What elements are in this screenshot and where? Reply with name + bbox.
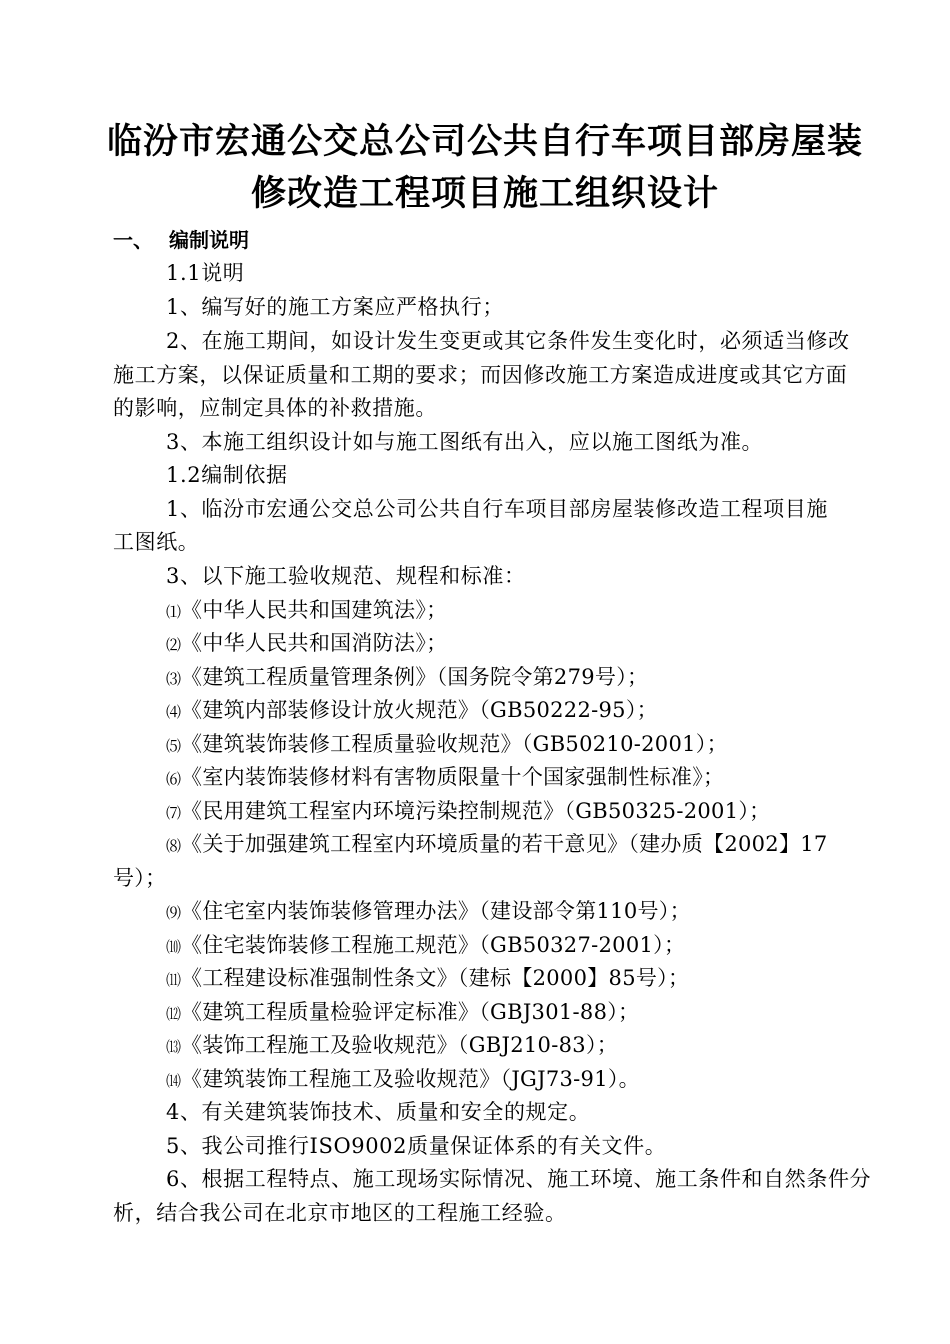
document-title-line-1: 临汾市宏通公交总公司公共自行车项目部房屋装 [106,122,863,162]
standard-item [166,630,916,658]
standard-item [166,664,916,692]
document-title-line-2: 修改造工程项目施工组织设计 [250,174,719,214]
standard-text: 《室内装饰装修材料有害物质限量十个国家强制性标准》； [181,765,725,789]
paragraph-1-1-item-2-line-1: 2、在施工期间，如设计发生变更或其它条件发生变化时，必须适当修改 [166,329,850,353]
subsection-heading-1-1: 1.1说明 [166,261,245,285]
standard-number: ⑴ [166,603,182,621]
standard-item [166,731,916,759]
paragraph-1-2-item-1-line-2: 工图纸。 [113,530,200,554]
standard-text: 《建筑工程质量检验评定标准》（GBJ301-88）； [181,1000,640,1024]
standard-item [166,597,916,625]
standard-item [166,831,916,859]
standard-item [166,898,916,926]
paragraph-1-1-item-2-line-2: 施工方案，以保证质量和工期的要求；而因修改施工方案造成进度或其它方面 [113,363,848,387]
standard-item [166,1066,916,1094]
subsection-heading-1-2: 1.2编制依据 [166,463,288,487]
standard-item [166,764,916,792]
standard-number: ⒁ [166,1072,182,1090]
standard-number: ⑽ [166,938,182,956]
standard-item [166,965,916,993]
standard-number: ⑷ [166,703,182,721]
standard-item [166,1032,916,1060]
standard-text: 《中华人民共和国消防法》； [181,631,448,655]
standard-number: ⑹ [166,770,182,788]
standard-text: 《民用建筑工程室内环境污染控制规范》（GB50325-2001）； [181,799,771,823]
standard-number: ⑾ [166,971,182,989]
standard-item [166,999,916,1027]
standard-text: 《关于加强建筑工程室内环境质量的若干意见》（建办质【2002】17 [181,832,828,856]
standard-text: 《住宅装饰装修工程施工规范》（GB50327-2001）； [181,933,686,957]
paragraph-1-2-item-6-line-1: 6、根据工程特点、施工现场实际情况、施工环境、施工条件和自然条件分 [166,1167,872,1191]
paragraph-1-1-item-1: 1、编写好的施工方案应严格执行； [166,295,504,319]
standard-number: ⑻ [166,837,182,855]
standard-item [166,798,916,826]
paragraph-1-2-item-1-line-1: 1、临汾市宏通公交总公司公共自行车项目部房屋装修改造工程项目施 [166,497,828,521]
standard-text: 《装饰工程施工及验收规范》（GBJ210-83）； [181,1033,619,1057]
paragraph-1-2-item-5: 5、我公司推行ISO9002质量保证体系的有关文件。 [166,1134,667,1158]
section-title: 编制说明 [169,228,249,252]
standard-number: ⑺ [166,804,182,822]
standard-text: 《建筑内部装修设计放火规范》（GB50222-95）； [181,698,658,722]
standard-number: ⑿ [166,1005,182,1023]
standard-item [166,697,916,725]
section-number: 一、 [113,228,153,252]
standard-text: 《建筑装饰工程施工及验收规范》（JGJ73-91）。 [181,1067,640,1091]
standard-text: 《建筑装饰装修工程质量验收规范》（GB50210-2001）； [181,732,728,756]
standard-number: ⑸ [166,737,182,755]
paragraph-1-2-item-3: 3、以下施工验收规范、规程和标准： [166,564,526,588]
standard-number: ⑵ [166,636,182,654]
standard-text: 《建筑工程质量管理条例》（国务院令第279号）； [181,665,649,689]
paragraph-1-1-item-3: 3、本施工组织设计如与施工图纸有出入，应以施工图纸为准。 [166,430,764,454]
standard-text: 《中华人民共和国建筑法》； [181,598,448,622]
standard-number: ⑶ [166,670,182,688]
standard-text: 《工程建设标准强制性条文》（建标【2000】85号）； [181,966,690,990]
standard-text: 《住宅室内装饰装修管理办法》（建设部令第110号）； [181,899,691,923]
standard-item [166,932,916,960]
paragraph-1-2-item-4: 4、有关建筑装饰技术、质量和安全的规定。 [166,1100,591,1124]
standard-number: ⑼ [166,904,182,922]
paragraph-1-2-item-6-line-2: 析，结合我公司在北京市地区的工程施工经验。 [113,1201,567,1225]
section-heading [113,227,249,253]
standard-number: ⒀ [166,1038,182,1056]
paragraph-1-1-item-2-line-3: 的影响，应制定具体的补救措施。 [113,396,437,420]
standard-item-continuation: 号）； [113,866,167,890]
